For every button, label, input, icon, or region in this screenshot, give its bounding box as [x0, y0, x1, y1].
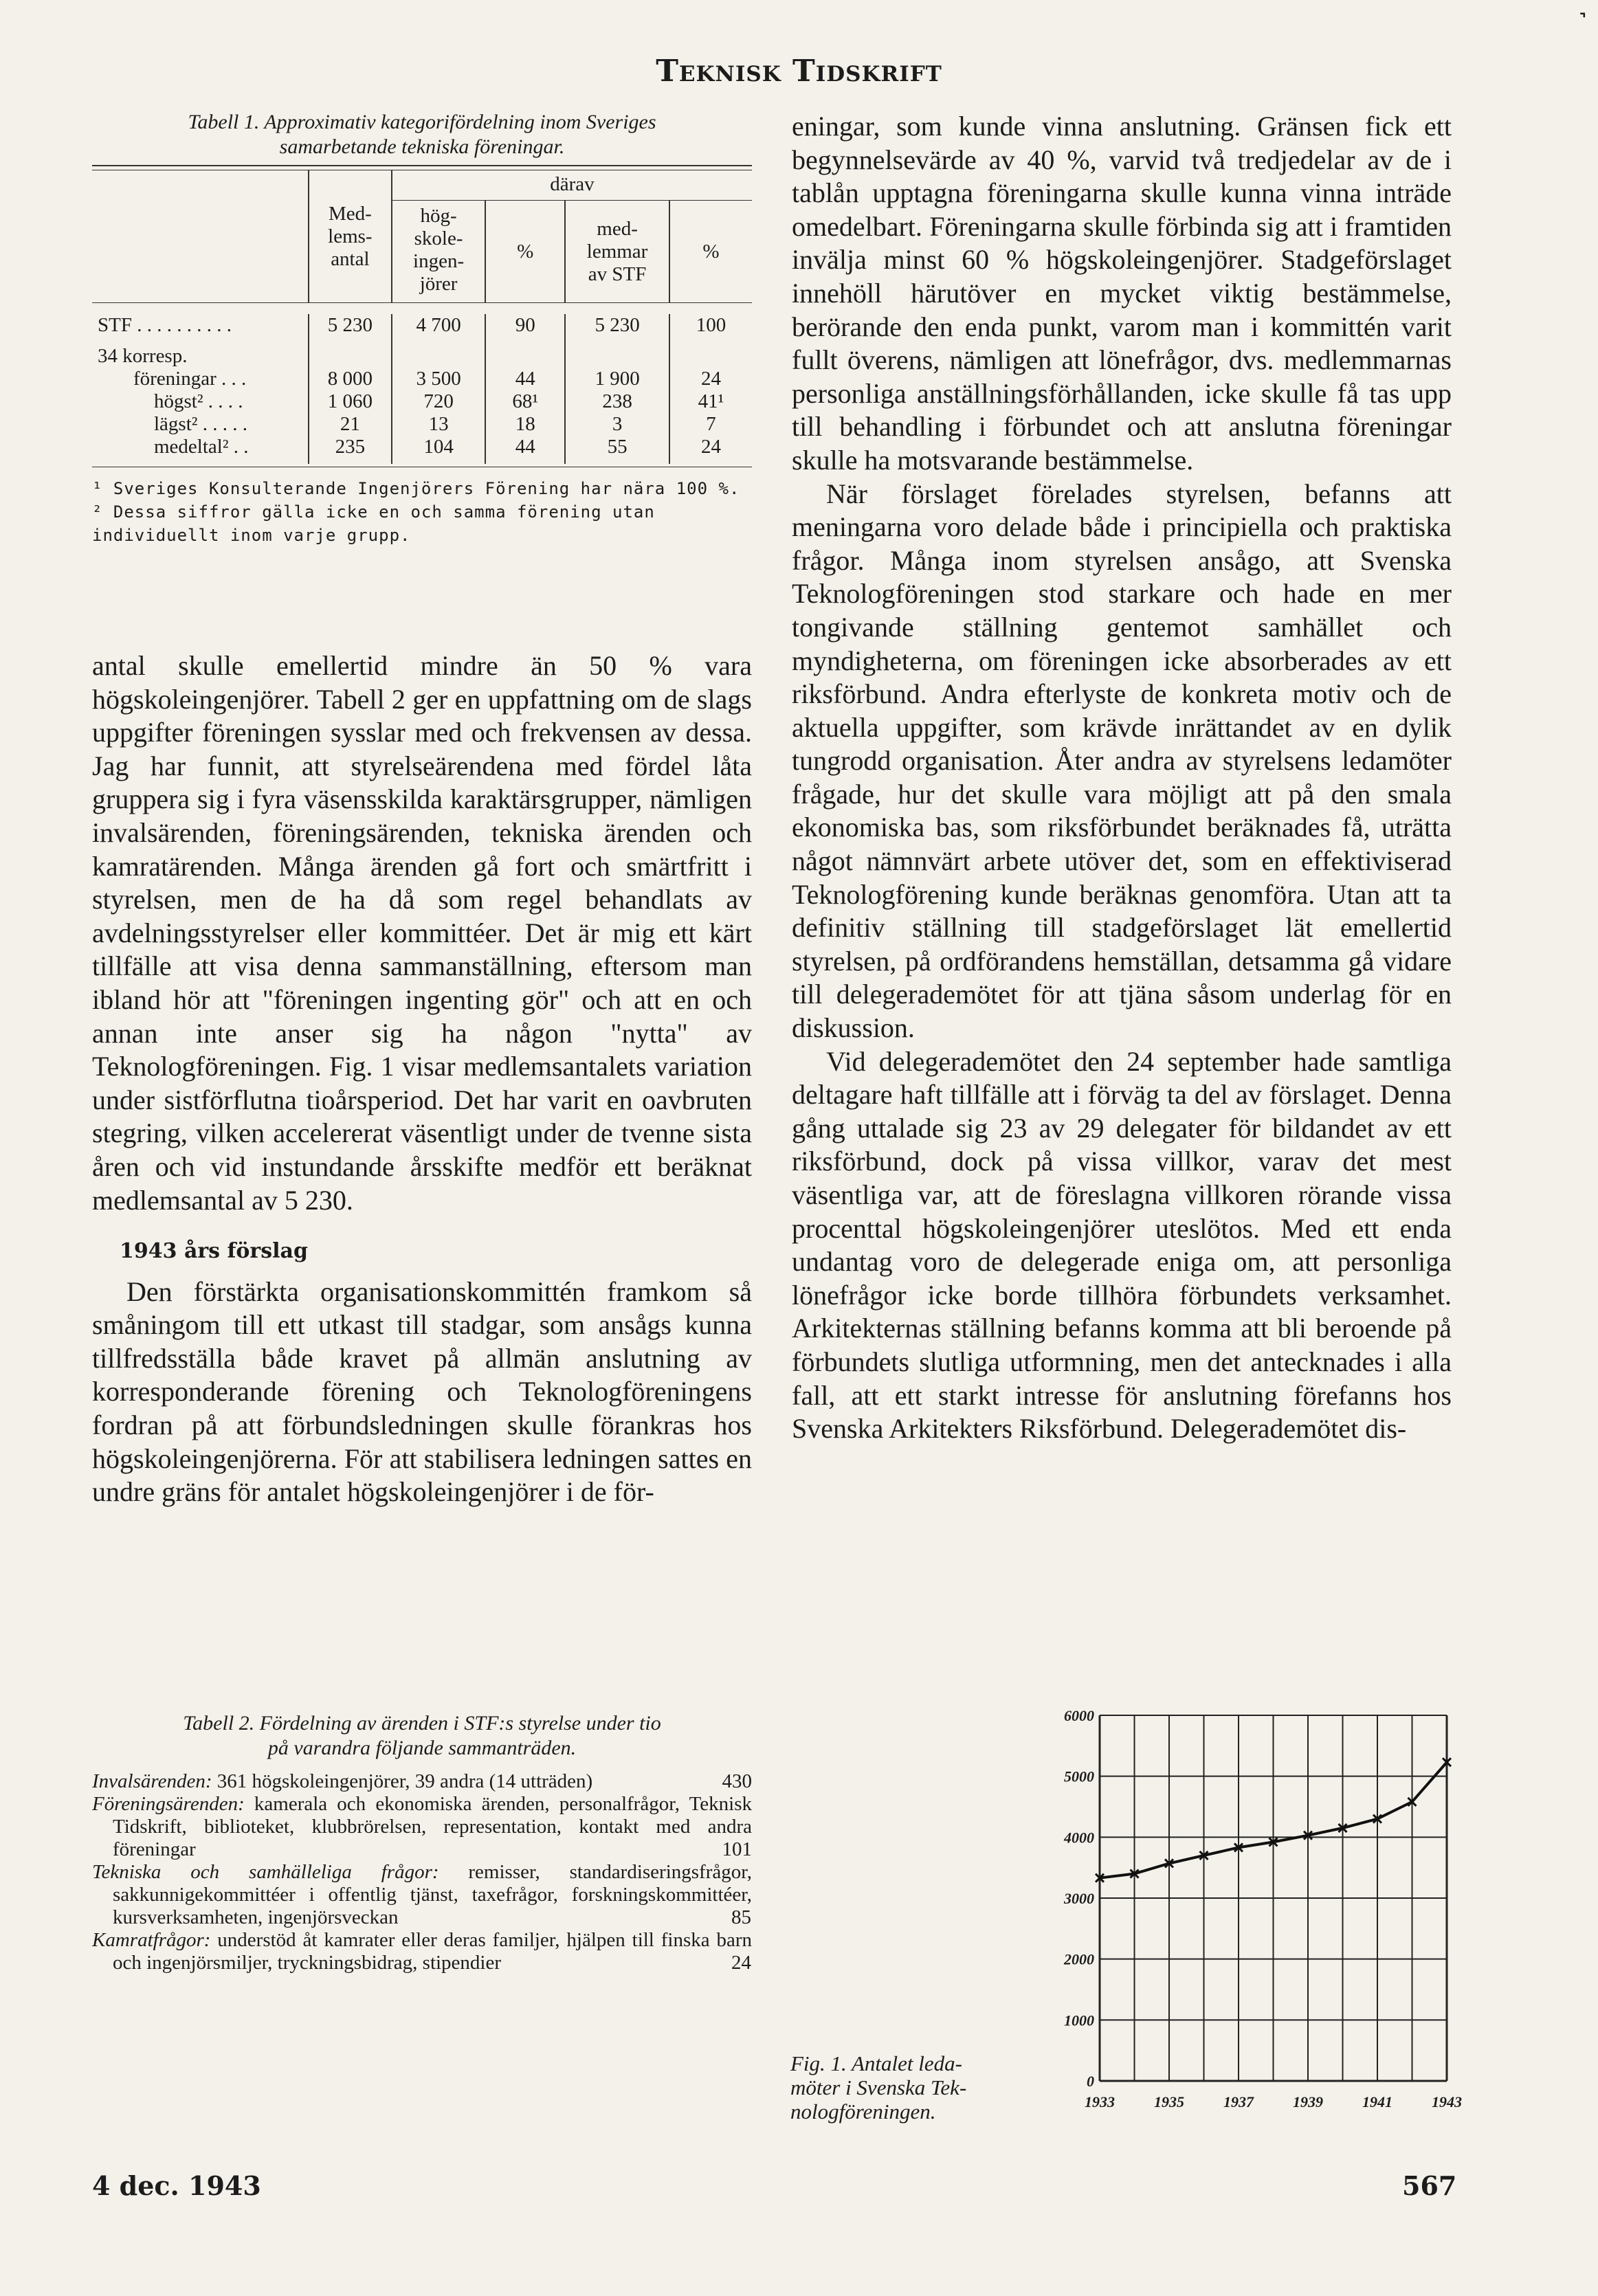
y-tick-label: 3000 [1064, 1890, 1094, 1907]
page-number: 567 [1402, 2170, 1457, 2201]
figure-caption: Fig. 1. Antalet leda- möter i Svenska Tek- nologföreningen. [790, 2051, 967, 2124]
footer-date: 4 dec. 1943 [92, 2170, 261, 2201]
col-header-pct1: % [485, 201, 565, 303]
list-item: Föreningsärenden: kamerala och ekonomiska ärenden, personalfrågor, Teknisk Tidskrift, biblioteket, klubbrörelsen, representation, kontakt med andra föreningar 101 [92, 1793, 752, 1860]
x-tick-label: 1941 [1362, 2093, 1392, 2110]
paragraph: Vid delegerademötet den 24 september hade samtliga deltagare haft tillfälle att i förväg ta del av förslaget. Denna gång uttalade sig 23 av 29 delegater för bildandet av ett riksförbund, dock på vissa villkor, varav det mest väsentliga var, att de föreslagna villkoren rörande vissa procenttal högskoleingenjörer uteslötos. Med ett enda undantag voro de delegerade eniga om, att personliga lönefrågor icke borde tillhöra förbundets verksamhet. Arkitekternas ställning befanns komma att bli beroende på förbundets slutliga utformning, men det antecknades i alla fall, att ett starkt intresse för anslutning förefanns hos Svenska Arkitekters Riksförbund. Delegerademötet dis- [792, 1045, 1452, 1445]
section-heading: 1943 års förslag [120, 1239, 308, 1264]
x-tick-label: 1943 [1432, 2093, 1462, 2110]
table-row: lägst² . . . . . 21 13 18 3 7 [92, 413, 752, 436]
y-tick-label: 0 [1087, 2073, 1094, 2090]
table1 [92, 110, 752, 547]
list-item: Tekniska och samhälleliga frågor: remisser, standardiseringsfrågor, sakkunnigekommittéer i offentlig tjänst, taxefrågor, forskningskommittéer, kursverksamheten, ingenjörsveckan 85 [92, 1861, 752, 1928]
col-header-darav: därav [392, 170, 752, 201]
y-tick-label: 6000 [1064, 1707, 1094, 1724]
table2-caption: Tabell 2. Fördelning av ärenden i STF:s styrelse under tio på varandra följande sammanträden. [183, 1712, 661, 1759]
table1-footnotes [92, 477, 752, 547]
x-tick-label: 1933 [1085, 2093, 1115, 2110]
right-column [792, 110, 1452, 1446]
col-header-members: Med- lems- antal [309, 170, 392, 303]
y-tick-label: 5000 [1064, 1768, 1094, 1785]
footnote-2: ² Dessa siffror gälla icke en och samma förening utan individuellt inom varje grupp. [92, 502, 655, 545]
paragraph: eningar, som kunde vinna anslutning. Gränsen fick ett begynnelsevärde av 40 %, varvid två tredjedelar av de i tablån upptagna föreningarna skulle kunna vinna inträde omedelbart. Föreningarna skulle förbinda sig att i framtiden invälja minst 60 % högskoleingenjörer. Stadgeförslaget innehöll härutöver en mycket viktig bestämmelse, berörande den enda punkt, varom man i kommittén varit fullt överens, nämligen att lönefrågor, dvs. medlemmarnas personliga anställningsförhållanden, icke skulle få tas upp till behandling i förbundet och att anslutna föreningar skulle ha motsvarande bestämmelse. [792, 111, 1452, 476]
y-tick-label: 2000 [1064, 1950, 1094, 1968]
journal-header: Teknisk Tidskrift [656, 54, 942, 89]
col-header-engineers: hög- skole- ingen- jörer [392, 201, 485, 303]
table2 [92, 1711, 752, 1974]
list-item: Invalsärenden: 361 högskoleingenjörer, 39 andra (14 utträden) 430 [92, 1770, 752, 1792]
left-column [92, 649, 752, 1509]
x-tick-label: 1939 [1293, 2093, 1323, 2110]
y-tick-label: 1000 [1064, 2011, 1094, 2029]
table1-caption: Tabell 1. Approximativ kategorifördelning inom Sveriges samarbetande tekniska föreningar. [188, 111, 656, 158]
col-header-pct2: % [669, 201, 752, 303]
footnote-1: ¹ Sveriges Konsulterande Ingenjörers Förening har nära 100 %. [92, 479, 740, 498]
membership-chart [1045, 1697, 1471, 2124]
table-row: 34 korresp. [92, 337, 752, 368]
paragraph: När förslaget förelades styrelsen, befanns att meningarna voro delade både i principiella och praktiska frågor. Många inom styrelsen ansågo, att Svenska Teknologföreningen stod starkare och hade en mer tongivande ställning gentemot samhället och myndigheterna, om föreningen icke absorberades av ett riksförbund. Andra efterlyste de konkreta motiv och de aktuella uppgifter, som krävde inrättandet av en dylik tungrodd organisation. Åter andra av styrelsens ledamöter frågade, hur det skulle vara möjligt att på den smala ekonomiska bas, som riksförbundet beräknades få, uträtta något nämnvärt arbete utöver det, som en effektiviserad Teknologförening kunde beräknas genomföra. Utan att ta definitiv ställning till stadgeförslaget lät emellertid styrelsen, på ordförandens hemställan, detsamma gå vidare till delegerademötet för att tjäna såsom underlag för en diskussion. [792, 478, 1452, 1044]
table1-top-rule [92, 165, 752, 170]
paragraph: Den förstärkta organisationskommittén framkom så småningom till ett utkast till stadgar, som ansågs kunna tillfredsställa både kravet på allmän anslutning av korresponderande förening och Teknologföreningens fordran på att förbundsledningen skulle förankras hos högskoleingenjörerna. För att stabilisera ledningen sattes en undre gräns för antalet högskoleingenjörer i de för- [92, 1275, 752, 1508]
table1-grid [92, 170, 752, 464]
x-tick-label: 1935 [1154, 2093, 1184, 2110]
x-tick-label: 1937 [1223, 2093, 1254, 2110]
table-row: högst² . . . . 1 060 720 68¹ 238 41¹ [92, 390, 752, 413]
table-row: föreningar . . . 8 000 3 500 44 1 900 24 [92, 368, 752, 390]
paragraph: antal skulle emellertid mindre än 50 % vara högskoleingenjörer. Tabell 2 ger en uppfattning om de slags uppgifter föreningen sysslar med och frekvensen av dessa. Jag har funnit, att styrelseärendena med fördel låta gruppera sig i fyra väsensskilda karaktärsgrupper, nämligen invalsärenden, föreningsärenden, tekniska ärenden och kamratärenden. Många ärenden gå fort och smärtfritt i styrelsen, men de ha då som regel behandlats av avdelningsstyrelser eller kommittéer. Det är mig ett kärt tillfälle att visa denna sammanställning, eftersom man ibland hör att "föreningen ingenting gör" och att en och annan inte anser sig ha någon "nytta" av Teknologföreningen. Fig. 1 visar medlemsantalets variation under sistförflutna tioårsperiod. Det har varit en oavbruten stegring, vilken accelererat väsentligt under de tvenne sista åren och vid instundande årsskifte medför ett beräknat medlemsantal av 5 230. [92, 650, 752, 1216]
col-header-stf: med- lemmar av STF [565, 201, 669, 303]
table-row: medeltal² . . 235 104 44 55 24 [92, 436, 752, 464]
count-value: 430 [722, 1770, 752, 1792]
y-tick-label: 4000 [1064, 1829, 1094, 1847]
table-row: STF . . . . . . . . . . 5 230 4 700 90 5 230 100 [92, 314, 752, 337]
count-value: 101 [722, 1838, 752, 1860]
corner-mark: ˺ [1578, 6, 1588, 37]
list-item: Kamratfrågor: understöd åt kamrater eller deras familjer, hjälpen till finska barn och ingenjörsmiljer, tryckningsbidrag, stipendier 24 [92, 1929, 752, 1974]
